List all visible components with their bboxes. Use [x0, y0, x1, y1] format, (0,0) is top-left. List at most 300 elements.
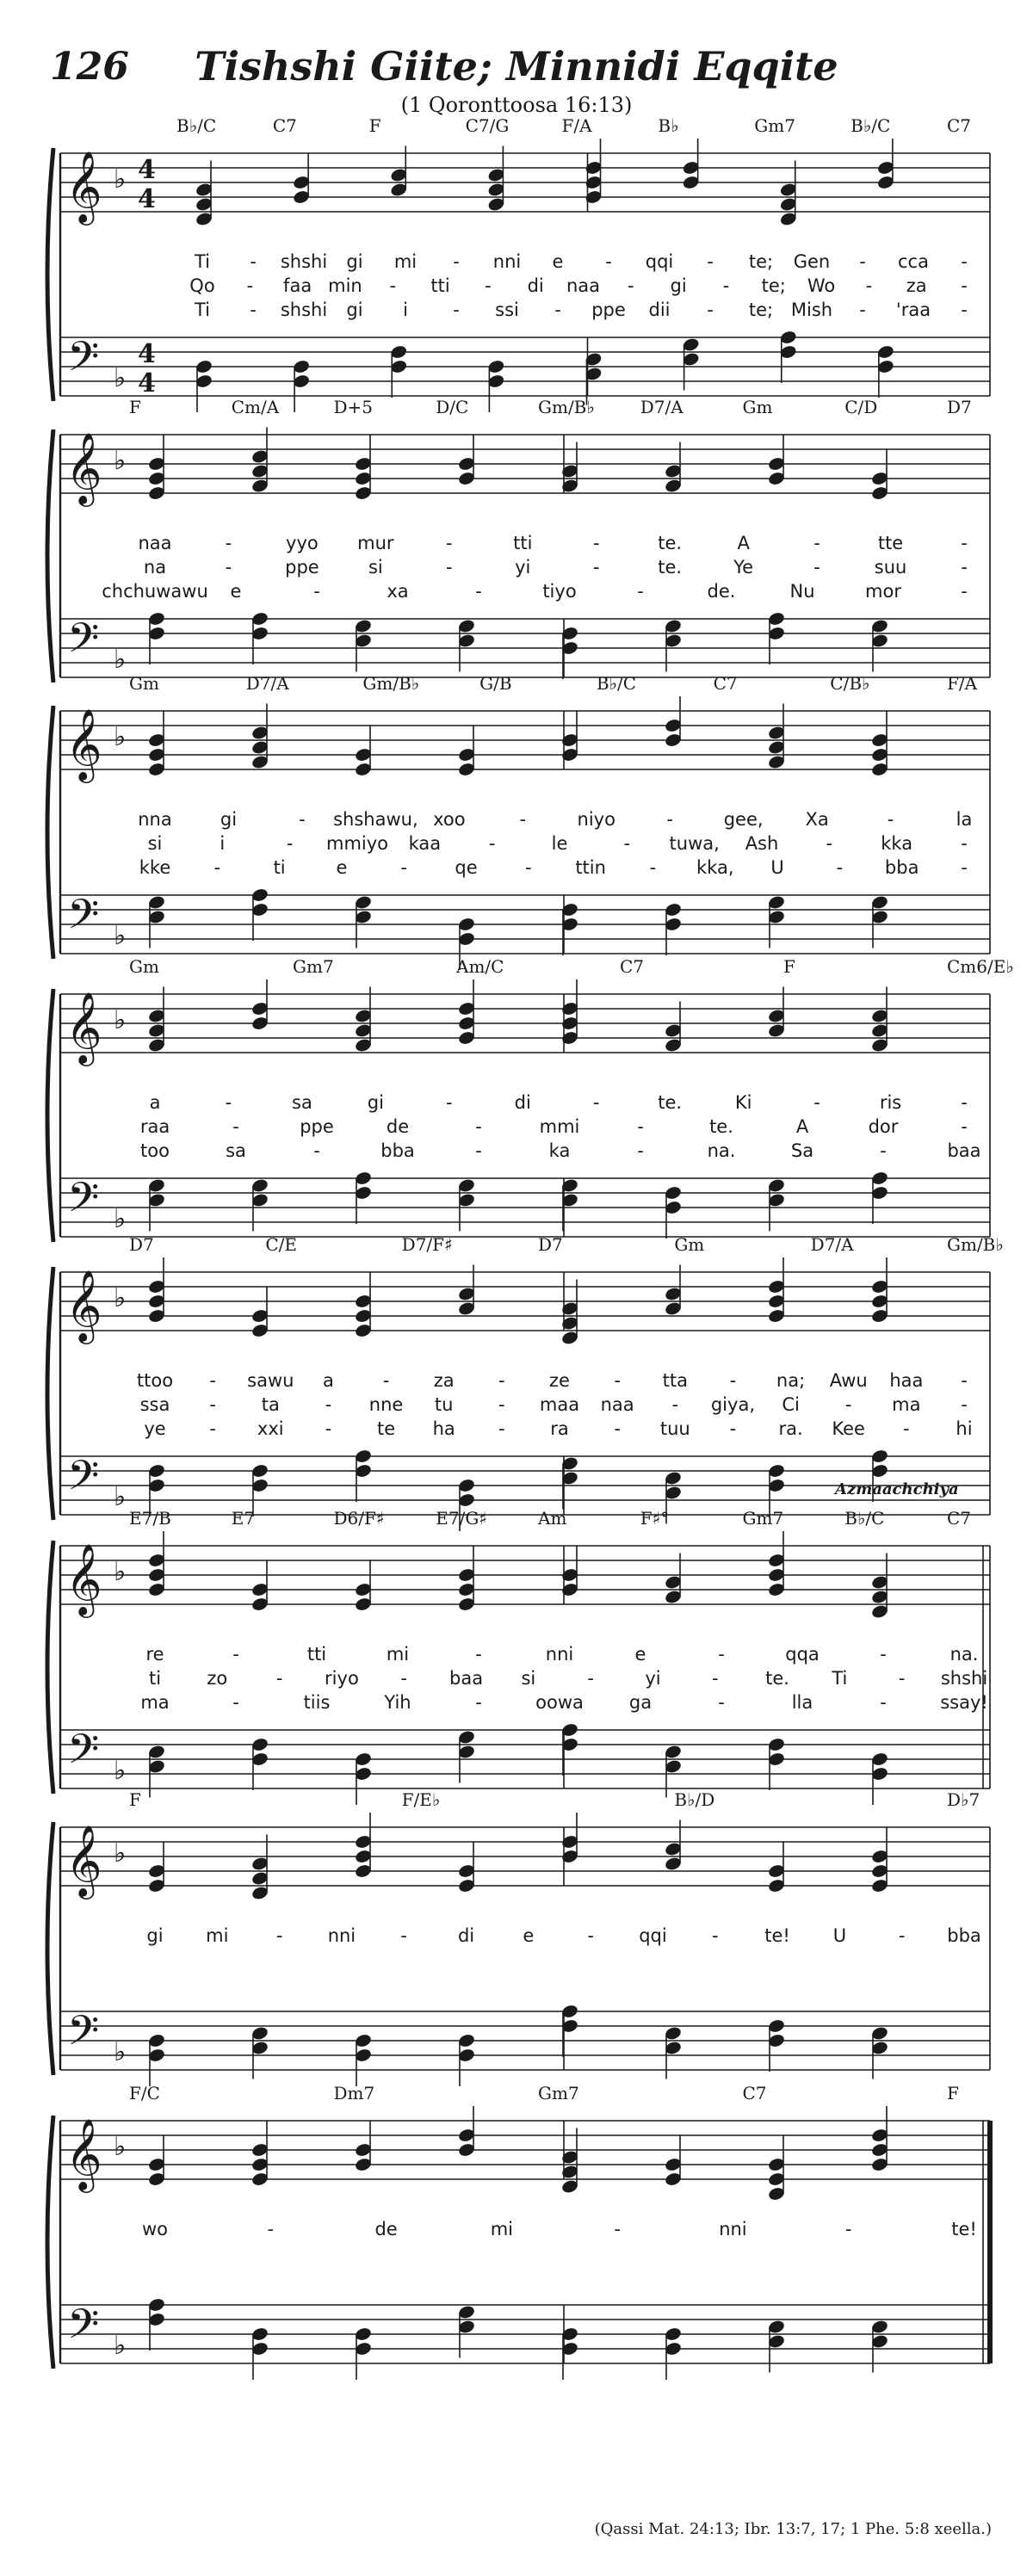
lyric-syllable: -: [592, 1092, 600, 1113]
treble-clef: 𝄞: [65, 1824, 102, 1896]
lyric-syllable: -: [400, 1925, 408, 1946]
lyric-syllable: -: [225, 1092, 232, 1113]
lyric-syllable: na;: [776, 1370, 806, 1391]
lyric-syllable: -: [649, 857, 657, 878]
lyric-syllable: le: [551, 833, 568, 854]
treble-clef: 𝄞: [65, 1269, 102, 1341]
lyric-syllable: suu: [874, 557, 907, 578]
lyric-syllable: tiyo: [542, 581, 577, 602]
lyric-syllable: baa: [448, 1668, 484, 1689]
staff-system-6: [34, 1480, 1007, 1814]
lyric-syllable: e: [552, 251, 564, 272]
lyric-syllable: Qo: [189, 275, 215, 296]
lyric-syllable: de: [374, 2219, 398, 2239]
chord-symbol: G/B: [479, 673, 512, 694]
lyric-syllable: xa: [387, 581, 409, 602]
lyric-syllable: nni: [327, 1925, 356, 1946]
key-signature-flat: ♭: [114, 1283, 127, 1313]
bass-clef: 𝄢: [67, 2006, 100, 2065]
lyric-syllable: ppe: [300, 1116, 334, 1137]
lyric-syllable: gi: [346, 300, 363, 320]
lyric-syllable: -: [554, 300, 561, 320]
lyric-syllable: Ci: [782, 1394, 800, 1415]
chord-symbol: B♭/C: [176, 115, 217, 136]
lyric-syllable: -: [232, 1116, 239, 1137]
lyric-syllable: -: [887, 809, 894, 830]
lyric-syllable: -: [865, 275, 873, 296]
treble-clef: 𝄞: [65, 2117, 102, 2190]
lyric-syllable: too: [140, 1140, 170, 1161]
chord-symbol: B♭: [658, 115, 679, 136]
lyric-syllable: a: [149, 1092, 161, 1113]
lyric-syllable: e: [336, 857, 348, 878]
system-bracket: [47, 2116, 53, 2369]
lyric-syllable: yi: [645, 1668, 661, 1689]
lyric-syllable: te;: [761, 275, 786, 296]
bass-clef: 𝄢: [67, 1173, 100, 1232]
lyric-syllable: si: [368, 557, 383, 578]
staff-lines: [34, 138, 1007, 422]
lyric-syllable: ra: [550, 1418, 569, 1439]
chord-symbol: Am: [538, 1508, 567, 1529]
lyric-syllable: -: [729, 1418, 737, 1439]
lyric-syllable: nni: [545, 1644, 574, 1665]
lyric-syllable: U: [770, 857, 784, 878]
lyric-syllable: te.: [709, 1116, 733, 1137]
chord-symbol: F: [368, 115, 381, 136]
lyric-syllable: -: [628, 275, 634, 296]
lyric-syllable: -: [446, 1092, 453, 1113]
chord-symbol: Gm7: [754, 115, 795, 136]
chord-symbol: D7/A: [810, 1234, 854, 1255]
lyric-syllable: -: [961, 857, 968, 878]
chord-symbol: Cm/A: [231, 397, 280, 417]
lyric-syllable: xoo: [433, 809, 466, 830]
lyric-syllable: tta: [662, 1370, 688, 1391]
lyric-syllable: -: [961, 251, 968, 272]
lyric-syllable: 'raa: [895, 300, 931, 320]
lyric-syllable: -: [475, 1692, 482, 1713]
lyric-syllable: de: [386, 1116, 410, 1137]
chord-symbol: Gm7: [293, 956, 334, 977]
lyric-syllable: kka,: [696, 857, 734, 878]
lyric-syllable: Mish: [790, 300, 833, 320]
lyric-syllable: -: [903, 1418, 910, 1439]
lyric-syllable: -: [485, 275, 492, 296]
lyric-syllable: -: [666, 809, 673, 830]
chord-symbol: D/C: [436, 397, 469, 417]
lyric-syllable: naa: [600, 1394, 634, 1415]
lyric-syllable: -: [587, 1925, 594, 1946]
lyric-syllable: -: [286, 833, 294, 854]
lyric-syllable: -: [671, 1394, 679, 1415]
chord-symbol: Gm/B♭: [947, 1234, 1004, 1255]
staff-system-4: [34, 956, 1014, 1263]
lyric-syllable: kaa: [408, 833, 442, 854]
lyric-syllable: Ye: [733, 557, 754, 578]
chord-symbol: F: [947, 2083, 959, 2103]
hymn-title: Tishshi Giite; Minnidi Eqqite: [195, 43, 838, 90]
lyric-syllable: bba: [947, 1925, 981, 1946]
lyric-syllable: -: [498, 1370, 505, 1391]
lyric-syllable: A: [737, 533, 750, 553]
chord-symbol: D♭7: [947, 1789, 980, 1810]
lyric-syllable: -: [475, 1116, 482, 1137]
lyric-syllable: ra.: [778, 1418, 803, 1439]
lyric-syllable: -: [859, 251, 866, 272]
chord-symbol: D7: [538, 1234, 563, 1255]
key-signature-flat: ♭: [114, 2331, 127, 2361]
bass-clef: 𝄢: [67, 1725, 100, 1783]
key-signature-flat: ♭: [114, 1005, 127, 1035]
chord-symbol: F♯°: [640, 1508, 670, 1529]
bass-clef: 𝄢: [67, 890, 100, 948]
lyric-syllable: -: [898, 1668, 906, 1689]
lyric-syllable: tu: [434, 1394, 454, 1415]
chord-symbol: C/D: [844, 397, 878, 417]
lyric-syllable: -: [813, 1092, 820, 1113]
lyric-syllable: naa: [138, 533, 172, 553]
lyric-syllable: Ti: [194, 251, 211, 272]
chord-symbol: D7: [129, 1234, 154, 1255]
treble-clef: 𝄞: [65, 431, 102, 503]
bass-clef: 𝄢: [67, 332, 100, 391]
lyric-syllable: hi: [956, 1418, 973, 1439]
lyric-syllable: dor: [868, 1116, 899, 1137]
lyric-syllable: -: [592, 533, 600, 553]
lyric-syllable: cca: [898, 251, 929, 272]
chord-symbol: B♭/C: [851, 115, 891, 136]
lyric-syllable: la: [956, 809, 973, 830]
chord-symbol: E7: [231, 1508, 256, 1529]
treble-clef: 𝄞: [65, 150, 102, 222]
lyric-syllable: Xa: [805, 809, 829, 830]
lyric-syllable: -: [898, 1925, 906, 1946]
lyric-syllable: -: [587, 1668, 594, 1689]
system-bracket: [47, 148, 53, 401]
lyric-syllable: Nu: [789, 581, 815, 602]
lyric-syllable: naa: [566, 275, 601, 296]
lyric-syllable: -: [475, 1644, 482, 1665]
staff-lines: [34, 1812, 1007, 2096]
lyric-syllable: niyo: [577, 809, 615, 830]
bass-clef: 𝄢: [67, 614, 100, 672]
lyric-syllable: tiis: [303, 1692, 331, 1713]
staff-system-3: [34, 673, 1007, 979]
lyric-syllable: -: [961, 275, 968, 296]
hymn-number: 126: [50, 45, 129, 89]
lyric-syllable: ssay!: [940, 1692, 988, 1713]
lyric-syllable: ris: [879, 1092, 902, 1113]
chord-symbol: F/A: [947, 673, 978, 694]
lyric-syllable: -: [637, 1116, 644, 1137]
lyric-syllable: -: [623, 833, 631, 854]
lyric-syllable: te;: [748, 251, 774, 272]
chord-symbol: Gm: [129, 956, 159, 977]
lyric-syllable: -: [711, 1668, 719, 1689]
lyric-syllable: -: [446, 533, 453, 553]
lyric-syllable: mi: [490, 2219, 513, 2239]
lyric-syllable: shshi: [940, 1668, 988, 1689]
lyric-syllable: shshawu,: [333, 809, 418, 830]
staff-system-7: [34, 1789, 1007, 2096]
chord-symbol: F/E♭: [401, 1789, 441, 1810]
lyric-syllable: -: [836, 857, 844, 878]
lyric-syllable: ppe: [285, 557, 319, 578]
lyric-syllable: mi: [393, 251, 418, 272]
key-signature-flat: ♭: [114, 645, 127, 675]
lyric-syllable: raa: [139, 1116, 170, 1137]
lyric-syllable: i: [403, 300, 408, 320]
lyric-syllable: -: [246, 275, 254, 296]
lyric-syllable: -: [813, 557, 820, 578]
key-signature-flat: ♭: [114, 722, 127, 752]
lyric-syllable: baa: [947, 1140, 981, 1161]
lyric-syllable: shshi: [280, 300, 328, 320]
key-signature-flat: ♭: [114, 363, 127, 393]
chord-symbol: D+5: [333, 397, 374, 417]
chord-symbol: C7: [272, 115, 297, 136]
lyric-syllable: di: [527, 275, 544, 296]
lyric-syllable: nni: [719, 2219, 747, 2239]
lyric-syllable: -: [961, 1116, 968, 1137]
time-signature: 4: [138, 368, 156, 398]
system-bracket: [47, 706, 53, 959]
lyric-syllable: -: [275, 1925, 283, 1946]
lyric-syllable: e: [523, 1925, 535, 1946]
lyric-syllable: ttin: [575, 857, 606, 878]
key-signature-flat: ♭: [114, 1204, 127, 1234]
lyric-syllable: -: [859, 300, 866, 320]
lyric-syllable: U: [832, 1925, 847, 1946]
lyric-syllable: -: [519, 809, 527, 830]
chord-symbol: B♭/C: [596, 673, 637, 694]
lyric-syllable: gee,: [723, 809, 764, 830]
lyric-syllable: -: [232, 1692, 239, 1713]
lyric-syllable: si: [521, 1668, 536, 1689]
time-signature: 4: [138, 184, 156, 214]
chord-symbol: D7/A: [245, 673, 289, 694]
lyric-syllable: ma: [892, 1394, 921, 1415]
lyric-syllable: -: [232, 1644, 239, 1665]
chord-symbol: C7: [713, 673, 738, 694]
key-signature-flat: ♭: [114, 1557, 127, 1587]
lyric-syllable: ma: [140, 1692, 170, 1713]
lyric-syllable: te!: [764, 1925, 790, 1946]
key-signature-flat: ♭: [114, 1482, 127, 1512]
chord-symbol: Gm7: [742, 1508, 784, 1529]
lyric-syllable: -: [605, 251, 612, 272]
lyric-syllable: gi: [670, 275, 687, 296]
lyric-syllable: -: [880, 1644, 887, 1665]
lyric-syllable: -: [718, 1692, 725, 1713]
chord-symbol: F/C: [129, 2083, 160, 2103]
lyric-syllable: -: [213, 857, 221, 878]
lyric-syllable: -: [209, 1418, 216, 1439]
system-bracket: [47, 1822, 53, 2075]
bass-clef: 𝄢: [67, 1451, 100, 1510]
staff-lines: [34, 695, 1007, 979]
lyric-syllable: qqi: [639, 1925, 667, 1946]
chord-symbol: Gm7: [538, 2083, 579, 2103]
system-bracket: [47, 1541, 53, 1794]
lyric-syllable: -: [718, 1644, 725, 1665]
chord-symbol: E7/G♯: [436, 1508, 487, 1529]
chord-symbol: C7: [620, 956, 645, 977]
chord-symbol: D7/A: [640, 397, 684, 417]
lyric-syllable: tti: [513, 533, 533, 553]
chord-symbol: C7: [947, 1508, 972, 1529]
lyric-syllable: qqa: [785, 1644, 820, 1665]
lyric-syllable: te.: [765, 1668, 789, 1689]
lyric-syllable: di: [514, 1092, 531, 1113]
lyric-syllable: te.: [658, 533, 683, 553]
lyric-syllable: ti: [148, 1668, 162, 1689]
lyric-syllable: tti: [306, 1644, 327, 1665]
treble-clef: 𝄞: [65, 707, 102, 780]
lyric-syllable: -: [844, 1394, 852, 1415]
lyric-syllable: Ti: [832, 1668, 848, 1689]
lyric-syllable: di: [457, 1925, 475, 1946]
chord-symbol: F: [783, 956, 795, 977]
lyric-syllable: -: [453, 300, 460, 320]
lyric-syllable: Wo: [807, 275, 836, 296]
chord-symbol: B♭/C: [844, 1508, 885, 1529]
lyric-syllable: sa: [292, 1092, 312, 1113]
lyric-syllable: -: [525, 857, 532, 878]
chord-symbol: D6/F♯: [333, 1508, 385, 1529]
lyric-syllable: -: [637, 581, 644, 602]
chord-symbol: E7/B: [129, 1508, 171, 1529]
chord-symbol: C7/G: [465, 115, 510, 136]
treble-clef: 𝄞: [65, 991, 102, 1063]
lyric-syllable: -: [299, 809, 306, 830]
chord-symbol: Gm/B♭: [538, 397, 595, 417]
lyric-syllable: -: [498, 1418, 505, 1439]
lyric-syllable: faa: [283, 275, 312, 296]
lyric-syllable: maa: [539, 1394, 580, 1415]
lyric-syllable: -: [711, 1925, 719, 1946]
lyric-syllable: ye: [144, 1418, 166, 1439]
lyric-syllable: Awu: [829, 1370, 868, 1391]
lyric-syllable: -: [844, 2219, 852, 2239]
chord-symbol: Dm7: [333, 2083, 375, 2103]
lyric-syllable: -: [707, 251, 714, 272]
chord-symbol: C/E: [265, 1234, 297, 1255]
lyric-syllable: a: [322, 1370, 334, 1391]
lyric-syllable: -: [313, 581, 320, 602]
lyric-syllable: -: [614, 2219, 621, 2239]
lyric-syllable: -: [614, 1370, 621, 1391]
lyric-syllable: Sa: [790, 1140, 814, 1161]
lyric-syllable: -: [961, 1370, 968, 1391]
lyric-syllable: Ash: [745, 833, 779, 854]
lyric-syllable: nne: [368, 1394, 404, 1415]
direction-text: Azmaachchiya: [835, 1480, 959, 1498]
lyric-syllable: -: [453, 251, 460, 272]
key-signature-flat: ♭: [114, 164, 127, 195]
lyric-syllable: -: [313, 1140, 320, 1161]
chord-symbol: C/B♭: [830, 673, 870, 694]
lyric-syllable: -: [880, 1692, 887, 1713]
lyric-syllable: -: [880, 1140, 887, 1161]
chord-symbol: Am/C: [456, 956, 504, 977]
staff-system-8: [34, 2083, 1007, 2389]
system-bracket: [47, 429, 53, 683]
lyric-syllable: haa: [889, 1370, 924, 1391]
lyric-syllable: -: [250, 300, 257, 320]
lyric-syllable: te.: [658, 557, 683, 578]
lyric-syllable: -: [389, 275, 397, 296]
lyric-syllable: min: [328, 275, 362, 296]
chord-symbol: Gm: [742, 397, 773, 417]
lyric-syllable: ssi: [495, 300, 519, 320]
lyric-syllable: e: [634, 1644, 646, 1665]
chord-symbol: C7: [947, 115, 972, 136]
lyric-syllable: mor: [865, 581, 901, 602]
lyric-syllable: na.: [707, 1140, 736, 1161]
time-signature: 4: [138, 155, 156, 185]
lyric-syllable: bba: [380, 1140, 415, 1161]
lyric-syllable: -: [961, 533, 968, 553]
bass-clef: 𝄢: [67, 2300, 100, 2358]
lyric-syllable: nni: [492, 251, 522, 272]
lyric-syllable: mmiyo: [325, 833, 389, 854]
lyric-syllable: xxi: [257, 1418, 284, 1439]
lyric-syllable: shshi: [280, 251, 328, 272]
lyric-syllable: -: [961, 1394, 968, 1415]
lyric-syllable: sa: [226, 1140, 246, 1161]
lyric-syllable: -: [475, 1140, 482, 1161]
lyric-syllable: mur: [357, 533, 394, 553]
lyric-syllable: tte: [877, 533, 904, 553]
lyric-syllable: yyo: [286, 533, 319, 553]
lyric-syllable: -: [813, 533, 820, 553]
lyric-syllable: qe: [455, 857, 478, 878]
lyric-syllable: gi: [220, 809, 238, 830]
lyric-syllable: -: [961, 581, 968, 602]
lyric-syllable: e: [230, 581, 242, 602]
lyric-syllable: -: [325, 1418, 332, 1439]
lyric-syllable: sawu: [247, 1370, 294, 1391]
lyric-syllable: mi: [386, 1644, 410, 1665]
lyric-syllable: si: [147, 833, 163, 854]
lyric-syllable: -: [961, 557, 968, 578]
lyric-syllable: -: [826, 833, 833, 854]
lyric-syllable: ha: [432, 1418, 455, 1439]
lyric-syllable: -: [475, 581, 482, 602]
lyric-syllable: kke: [139, 857, 171, 878]
lyric-syllable: bba: [884, 857, 919, 878]
lyric-syllable: riyo: [325, 1668, 359, 1689]
lyric-syllable: ta: [261, 1394, 280, 1415]
lyric-syllable: ze: [549, 1370, 570, 1391]
chord-symbol: Gm/B♭: [362, 673, 420, 694]
staff-system-1: [34, 115, 1007, 422]
key-signature-flat: ♭: [114, 2037, 127, 2067]
lyric-syllable: ttoo: [136, 1370, 174, 1391]
lyric-syllable: -: [614, 1418, 621, 1439]
lyric-syllable: Ti: [194, 300, 211, 320]
lyric-syllable: -: [592, 557, 600, 578]
key-signature-flat: ♭: [114, 2132, 127, 2162]
lyric-syllable: -: [275, 1668, 283, 1689]
lyric-syllable: mmi: [539, 1116, 580, 1137]
lyric-syllable: te.: [658, 1092, 683, 1113]
lyric-syllable: -: [209, 1394, 216, 1415]
lyric-syllable: kka: [881, 833, 913, 854]
key-signature-flat: ♭: [114, 446, 127, 476]
